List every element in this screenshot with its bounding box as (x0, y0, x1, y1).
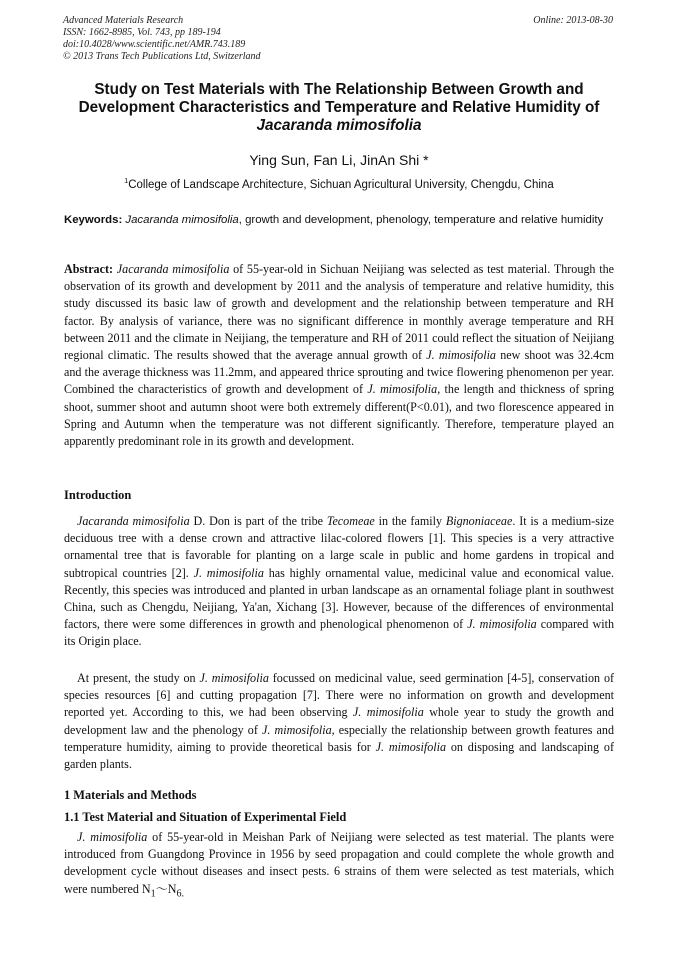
abstract-label: Abstract: (64, 262, 114, 276)
abstract-text-1: of 55-year-old in Sichuan Neijiang was selected as test material. Through the observation of its growth and development by 2011 and the analysis of temperature and relative humidity, this study discussed its basic law of growth and development and the relationship between temperature and RH factor. By analysis of variance, there was no significant difference in monthly average temperature and RH between 2011 and the climate in Neijiang, the temperature and RH of 2011 could reflect the situation of Neijiang regional climatic. The results showed that the average annual growth of (64, 262, 614, 363)
affiliation (50, 178, 628, 191)
introduction-paragraph-2 (64, 670, 614, 773)
online-date: Online: 2013-08-30 (533, 15, 613, 26)
species-name: J. mimosifolia (199, 671, 269, 685)
affiliation-text: College of Landscape Architecture, Sichuan Agricultural University, Chengdu, China (128, 179, 554, 191)
journal-header (63, 15, 261, 63)
abstract-text-2: new shoot was 32.4cm and the average thickness was 11.2mm, and appeared thrice sprouting and twice flowering phenomenon per year. Combined the characteristics of growth and development of (64, 348, 614, 397)
intro-text: has highly ornamental value, medicinal value and economical value. Recently, this species was introduced and planted in urban landscape as an ornamental foliage plant in southwest China, such as Chengdu, Neijiang, Ya'an, Xichang [3]. However, because of the differences of environmental factors, there were some differences in growth and phenological phenomenon of (64, 565, 615, 632)
abstract (64, 261, 614, 450)
species-name: J. mimosifolia (262, 722, 332, 737)
keywords-label: Keywords: (64, 214, 123, 226)
intro-text: in the family (374, 514, 446, 528)
species-name: J. mimosifolia (375, 739, 447, 754)
paper-title (50, 81, 628, 135)
materials-text: of 55-year-old in Meishan Park of Neijiang were selected as test material. The plants were introduced from Guangdong Province in 1956 by seed propagation and could complete the whole growth and development cycle without diseases and insect pests. 6 strains of them were selected as test materials, which were numbered N (64, 830, 614, 896)
intro-text: D. Don is part of the tribe (189, 514, 327, 528)
affiliation-mark: 1 (124, 178, 129, 185)
doi-line: doi:10.4028/www.scientific.net/AMR.743.189 (63, 39, 246, 50)
keywords (64, 212, 614, 229)
strain-subscript: 1 (150, 888, 156, 900)
abstract-species: Jacaranda mimosifolia (116, 262, 230, 276)
species-name: Jacaranda mimosifolia (77, 514, 190, 528)
title-main: Study on Test Materials with The Relationship Between Growth and Development Characteristics and Temperature and Relative Humidity of (78, 81, 600, 116)
intro-text: on disposing and landscaping of garden plants. (64, 739, 615, 772)
materials-text: ～N (155, 881, 177, 896)
intro-text: focussed on medicinal value, seed germination [4-5], conservation of species resources [6] and cutting propagation [7]. There were no information on growth and development reported yet. According to this, we had been observing (64, 671, 615, 720)
intro-text: compared with its Origin place. (64, 617, 614, 649)
family-name: Bignoniaceae (445, 514, 513, 528)
species-name: J. mimosifolia (193, 565, 264, 580)
abstract-species-short-1: J. mimosifolia (426, 348, 496, 363)
authors: Ying Sun, Fan Li, JinAn Shi * (249, 152, 429, 168)
materials-paragraph (64, 829, 614, 902)
abstract-species-short-2: J. mimosifolia (367, 382, 438, 397)
copyright-line: © 2013 Trans Tech Publications Ltd, Switzerland (63, 51, 261, 62)
strain-subscript: 6. (176, 888, 185, 900)
abstract-text-3: , the length and thickness of spring shoot, summer shoot and autumn shoot were both extremely different(P<0.01), and two florescence appeared in Spring and Autumn when the temperature was not different significantly. Therefore, temperature played an apparently predominant role in its growth and development. (64, 382, 614, 449)
intro-text: At present, the study on (77, 671, 200, 685)
keywords-species: Jacaranda mimosifolia (125, 214, 239, 226)
species-name: J. mimosifolia (467, 617, 537, 632)
intro-text: whole year to study the growth and development law and the phenology of (64, 705, 614, 737)
tribe-name: Tecomeae (326, 514, 375, 528)
journal-name: Advanced Materials Research (63, 15, 184, 26)
intro-text: , especially the relationship between growth features and temperature humidity, aiming to provide theoretical basis for (64, 722, 615, 754)
introduction-paragraph-1 (64, 513, 614, 651)
title-species: Jacaranda mimosifolia (256, 117, 422, 134)
test-material-subheading: 1.1 Test Material and Situation of Experimental Field (64, 810, 347, 824)
species-name: J. mimosifolia (77, 830, 148, 844)
issn-line: ISSN: 1662-8985, Vol. 743, pp 189-194 (63, 27, 221, 38)
species-name: J. mimosifolia (352, 705, 424, 720)
materials-methods-heading: 1 Materials and Methods (64, 788, 197, 802)
introduction-heading: Introduction (64, 488, 132, 502)
keywords-rest: , growth and development, phenology, temperature and relative humidity (238, 214, 604, 226)
intro-text: . It is a medium-size deciduous tree with a dense crown and attractive lilac-colored flowers [1]. This species is a very attractive ornamental tree that is favorable for planting on a large scale in public and home gardens in tropical and subtropical countries [2]. (64, 514, 614, 580)
